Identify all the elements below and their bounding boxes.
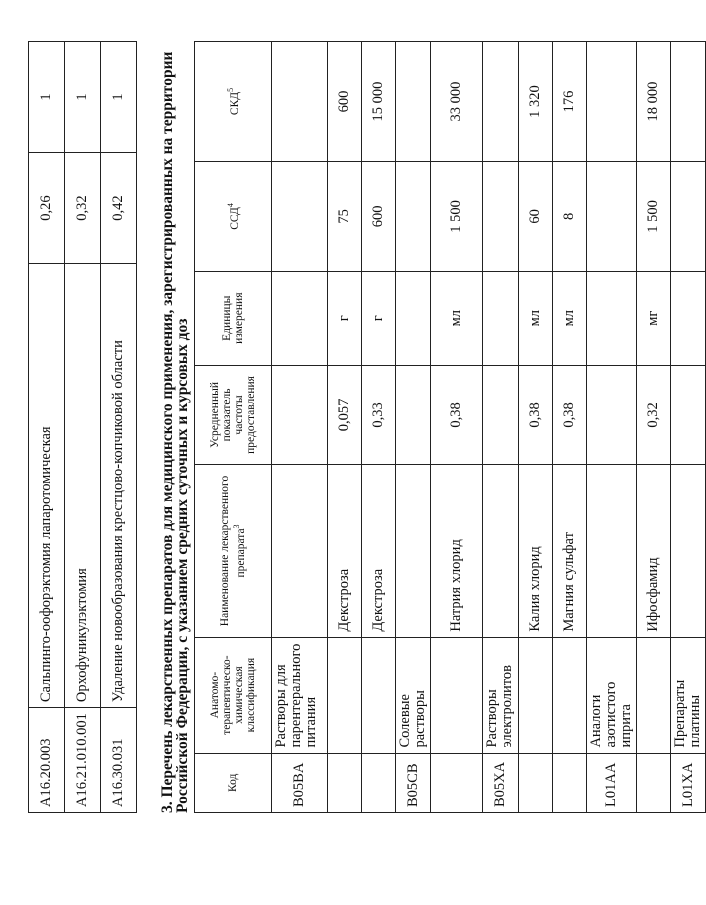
- header-frequency: Усредненный показатель частоты предоставления: [195, 365, 272, 465]
- drug-atc-group: [431, 637, 483, 753]
- drug-atc-group: Растворы электролитов: [483, 637, 519, 753]
- drug-unit: [483, 271, 519, 365]
- drug-ssd: 60: [519, 162, 553, 272]
- service-count: 1: [101, 42, 137, 153]
- drug-atc-group: Солевые растворы: [396, 637, 431, 753]
- drug-name: [272, 465, 328, 637]
- drugs-table-header-row: [195, 42, 272, 813]
- drug-unit: мл: [519, 271, 553, 365]
- drug-skd: [272, 42, 328, 162]
- drug-unit: мл: [553, 271, 587, 365]
- drugs-table-body: [272, 42, 706, 813]
- drug-atc-group: Препараты платины: [671, 637, 706, 753]
- drug-atc-code: [519, 753, 553, 812]
- drug-skd: 33 000: [431, 42, 483, 162]
- drug-skd: 600: [328, 42, 362, 162]
- drug-ssd: 1 500: [637, 162, 671, 272]
- header-unit: Единицы измерения: [195, 271, 272, 365]
- drug-ssd: 8: [553, 162, 587, 272]
- drug-atc-group: [328, 637, 362, 753]
- drug-unit: г: [328, 271, 362, 365]
- drug-unit: [272, 271, 328, 365]
- drug-frequency: [671, 365, 706, 465]
- drug-skd: [396, 42, 431, 162]
- service-name: Орхофуникулэктомия: [65, 264, 101, 708]
- drug-row: [519, 42, 553, 813]
- drug-atc-group: [553, 637, 587, 753]
- drug-name: [483, 465, 519, 637]
- footnote-4: 4: [226, 203, 236, 208]
- service-value: 0,26: [29, 153, 65, 264]
- drug-ssd: 1 500: [431, 162, 483, 272]
- drug-skd: [671, 42, 706, 162]
- drug-ssd: [483, 162, 519, 272]
- drug-frequency: 0,32: [637, 365, 671, 465]
- drug-frequency: 0,38: [553, 365, 587, 465]
- service-value: 0,42: [101, 153, 137, 264]
- service-row: [65, 42, 101, 813]
- section-heading: 3. Перечень лекарственных препаратов для медицинского применения, зарегистрированных на территории Российской Федерации, с указанием средних суточных и курсовых доз: [159, 51, 191, 813]
- drug-unit: [671, 271, 706, 365]
- drug-atc-code: B05CB: [396, 753, 431, 812]
- drug-atc-code: [328, 753, 362, 812]
- drug-atc-group: Аналоги азотистого иприта: [587, 637, 637, 753]
- service-code: A16.21.010.001: [65, 708, 101, 813]
- footnote-3: 3: [232, 524, 242, 529]
- header-ssd-text: ССД: [228, 207, 241, 230]
- drug-atc-code: B05BA: [272, 753, 328, 812]
- drug-atc-code: L01AA: [587, 753, 637, 812]
- header-skd-text: СКД: [228, 91, 241, 116]
- drug-row: [396, 42, 431, 813]
- services-table-body: [29, 42, 137, 813]
- drug-ssd: [272, 162, 328, 272]
- drug-name: Магния сульфат: [553, 465, 587, 637]
- drug-name: Декстроза: [362, 465, 396, 637]
- services-table: [28, 41, 137, 813]
- drug-name: Натрия хлорид: [431, 465, 483, 637]
- header-skd: [195, 42, 272, 162]
- service-name: Удаление новообразования крестцово-копчиковой области: [101, 264, 137, 708]
- drug-row: [637, 42, 671, 813]
- drug-ssd: [671, 162, 706, 272]
- service-value: 0,32: [65, 153, 101, 264]
- drug-frequency: [272, 365, 328, 465]
- drug-row: [483, 42, 519, 813]
- drug-atc-code: [431, 753, 483, 812]
- drug-atc-code: [637, 753, 671, 812]
- drug-unit: [587, 271, 637, 365]
- drug-row: [671, 42, 706, 813]
- header-atc: Анатомо-терапевтическо-химическая классификация: [195, 637, 272, 753]
- drug-skd: 15 000: [362, 42, 396, 162]
- drug-frequency: [483, 365, 519, 465]
- service-code: A16.20.003: [29, 708, 65, 813]
- service-row: [29, 42, 65, 813]
- drug-unit: мл: [431, 271, 483, 365]
- header-ssd: [195, 162, 272, 272]
- footnote-5: 5: [226, 87, 236, 92]
- drug-frequency: 0,38: [519, 365, 553, 465]
- service-count: 1: [65, 42, 101, 153]
- drug-frequency: [396, 365, 431, 465]
- drug-row: [553, 42, 587, 813]
- drug-ssd: 600: [362, 162, 396, 272]
- service-code: A16.30.031: [101, 708, 137, 813]
- drug-atc-code: B05XA: [483, 753, 519, 812]
- drug-frequency: 0,057: [328, 365, 362, 465]
- drug-atc-code: L01XA: [671, 753, 706, 812]
- header-drug-name: [195, 465, 272, 637]
- service-row: [101, 42, 137, 813]
- drug-atc-group: [519, 637, 553, 753]
- drug-row: [431, 42, 483, 813]
- drug-unit: г: [362, 271, 396, 365]
- drug-atc-group: Растворы для парентерального питания: [272, 637, 328, 753]
- service-name: Сальпинго-оофорэктомия лапаротомическая: [29, 264, 65, 708]
- header-code: Код: [195, 753, 272, 812]
- drug-row: [272, 42, 328, 813]
- drug-atc-code: [553, 753, 587, 812]
- drug-ssd: [396, 162, 431, 272]
- drug-atc-code: [362, 753, 396, 812]
- drugs-table: [194, 41, 706, 813]
- drug-frequency: 0,38: [431, 365, 483, 465]
- drug-name: Ифосфамид: [637, 465, 671, 637]
- drug-name: [587, 465, 637, 637]
- drug-skd: [587, 42, 637, 162]
- drug-atc-group: [362, 637, 396, 753]
- drug-ssd: 75: [328, 162, 362, 272]
- drug-skd: 18 000: [637, 42, 671, 162]
- drug-name: [671, 465, 706, 637]
- drug-name: Декстроза: [328, 465, 362, 637]
- drug-name: Калия хлорид: [519, 465, 553, 637]
- header-drug-name-text: Наименование лекарственного препарата: [219, 475, 247, 627]
- drug-frequency: 0,33: [362, 365, 396, 465]
- drug-skd: 1 320: [519, 42, 553, 162]
- drug-ssd: [587, 162, 637, 272]
- drug-name: [396, 465, 431, 637]
- drug-row: [328, 42, 362, 813]
- drug-row: [587, 42, 637, 813]
- drug-skd: 176: [553, 42, 587, 162]
- drug-skd: [483, 42, 519, 162]
- drug-row: [362, 42, 396, 813]
- drug-atc-group: [637, 637, 671, 753]
- drug-unit: [396, 271, 431, 365]
- drug-unit: мг: [637, 271, 671, 365]
- service-count: 1: [29, 42, 65, 153]
- drug-frequency: [587, 365, 637, 465]
